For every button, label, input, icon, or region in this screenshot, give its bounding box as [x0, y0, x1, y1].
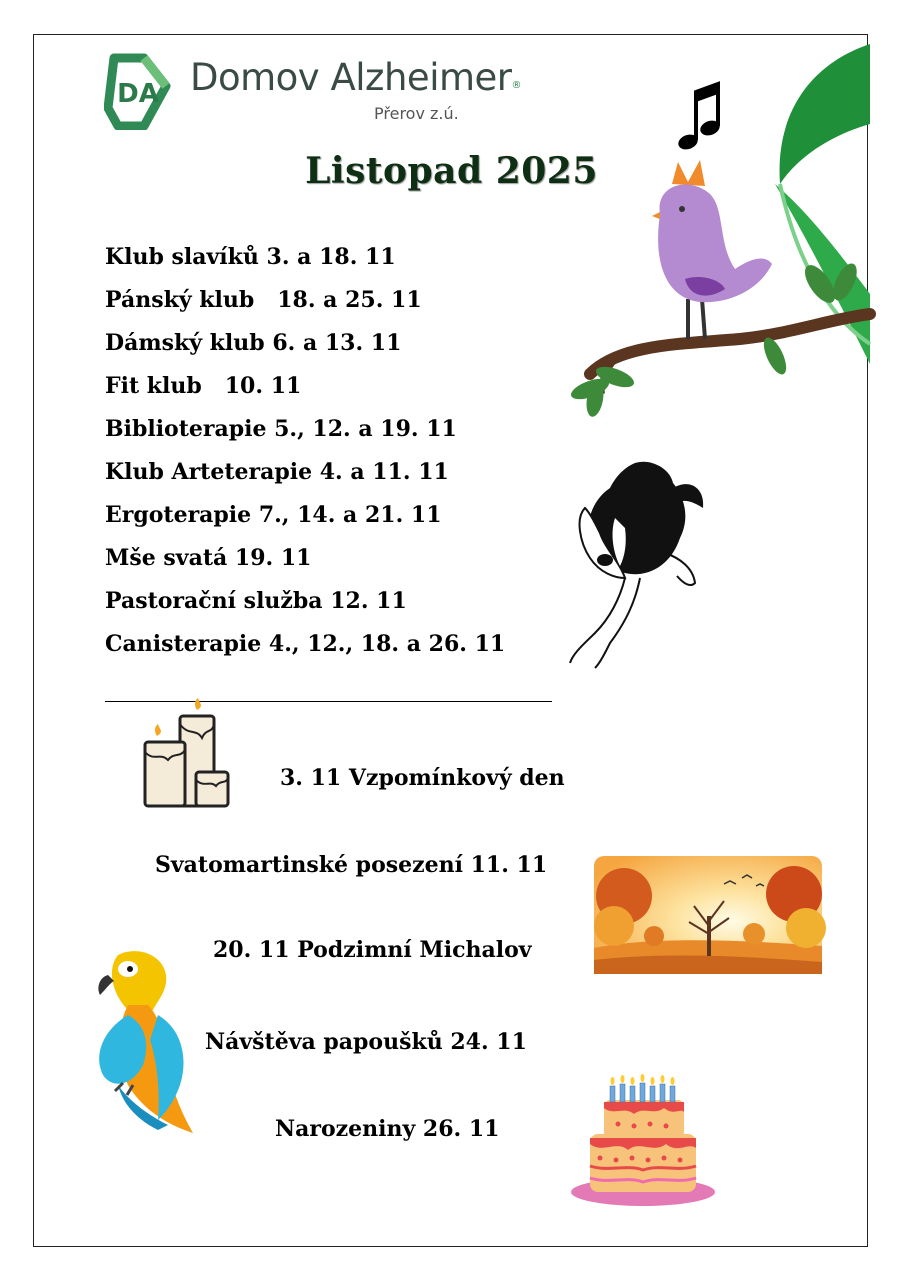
logo-emblem-icon — [104, 50, 174, 130]
candles-illustration — [140, 698, 232, 810]
activity-item: Klub slavíků 3. a 18. 11 — [105, 244, 396, 270]
activity-item: Dámský klub 6. a 13. 11 — [105, 330, 402, 356]
event-parrots-visit: Návštěva papoušků 24. 11 — [205, 1029, 527, 1055]
event-birthdays: Narozeniny 26. 11 — [275, 1116, 500, 1142]
logo-name: Domov Alzheimer® — [190, 56, 521, 99]
parrot-illustration — [88, 945, 200, 1135]
logo — [104, 50, 521, 134]
activity-item: Biblioterapie 5., 12. a 19. 11 — [105, 416, 457, 442]
logo-initials: DA — [117, 79, 159, 109]
activity-item: Klub Arteterapie 4. a 11. 11 — [105, 459, 449, 485]
autumn-landscape-illustration — [594, 856, 822, 974]
activity-list — [105, 240, 505, 670]
activity-item: Ergoterapie 7., 14. a 21. 11 — [105, 502, 442, 528]
bird-on-branch-illustration — [560, 44, 870, 424]
event-michalov: 20. 11 Podzimní Michalov — [213, 937, 532, 963]
event-st-martin: Svatomartinské posezení 11. 11 — [155, 852, 548, 878]
activity-item: Canisterapie 4., 12., 18. a 26. 11 — [105, 631, 506, 657]
event-remembrance-day: 3. 11 Vzpomínkový den — [280, 765, 565, 791]
dog-illustration — [565, 458, 710, 673]
activity-item: Pánský klub 18. a 25. 11 — [105, 287, 422, 313]
activity-item: Pastorační služba 12. 11 — [105, 588, 407, 614]
activity-item: Mše svatá 19. 11 — [105, 545, 312, 571]
logo-subtitle: Přerov z.ú. — [374, 104, 459, 123]
page-title: Listopad 2025 — [305, 150, 598, 192]
activity-item: Fit klub 10. 11 — [105, 373, 302, 399]
birthday-cake-illustration — [568, 1068, 718, 1210]
